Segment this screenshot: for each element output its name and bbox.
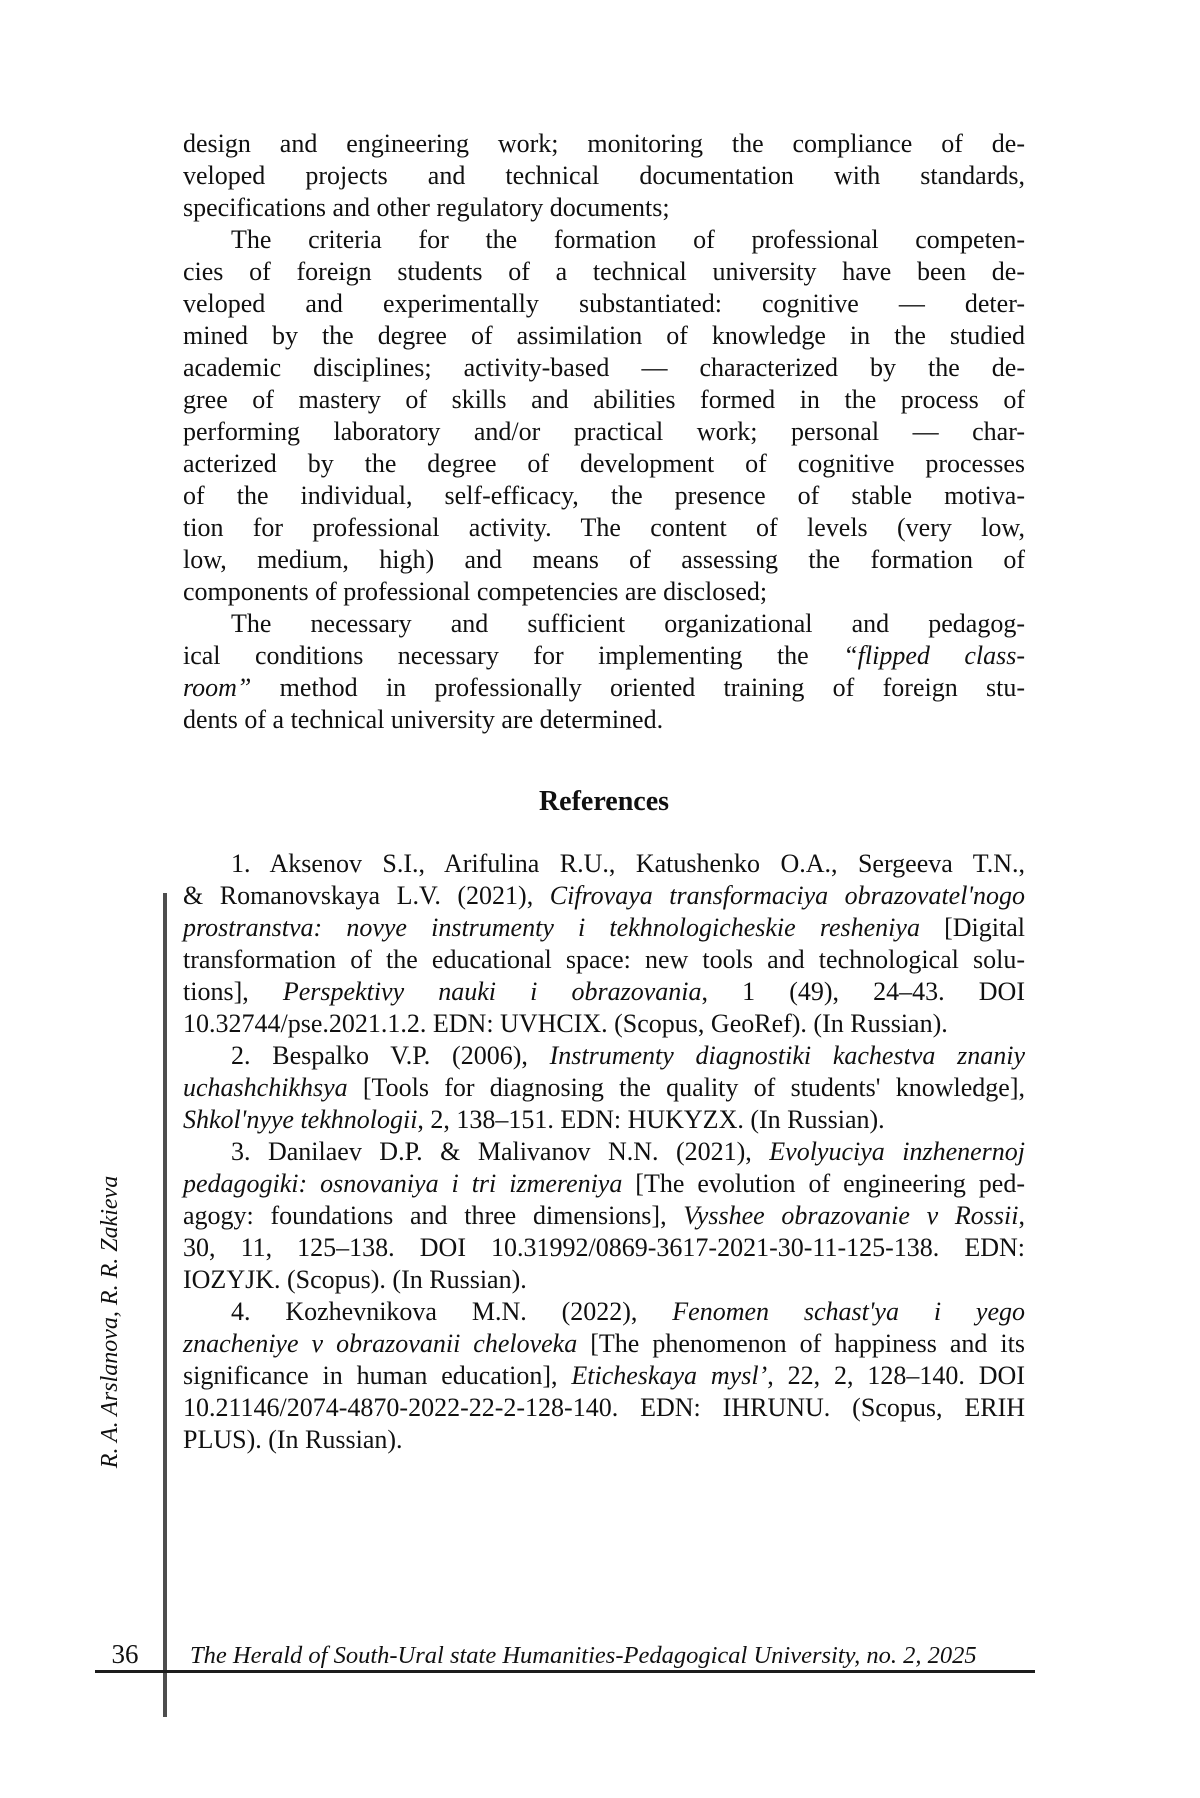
text-line xyxy=(183,880,1025,912)
text-run: design and engineering work; monitoring the compliance of de- xyxy=(183,129,1025,158)
text-run: mined by the degree of assimilation of knowledge in the studied xyxy=(183,321,1025,350)
sidebar-author-note: R. A. Arslanova, R. R. Zakieva xyxy=(97,1175,123,1469)
text-line xyxy=(183,672,1025,704)
text-line xyxy=(183,160,1025,192)
text-line xyxy=(183,1072,1025,1104)
text-line xyxy=(183,1328,1025,1360)
text-line xyxy=(183,976,1025,1008)
text-run: tions], xyxy=(183,977,283,1006)
text-column xyxy=(183,128,1025,1456)
text-run-italic: Perspektivy nauki i obrazovania xyxy=(282,977,702,1006)
text-line xyxy=(183,256,1025,288)
text-run: [The evolution of engineering ped- xyxy=(622,1169,1025,1198)
page-number: 36 xyxy=(111,1639,139,1669)
text-line xyxy=(183,320,1025,352)
text-line xyxy=(183,1392,1025,1424)
text-run: low, medium, high) and means of assessing the formation of xyxy=(183,545,1025,574)
text-run: acterized by the degree of development of cognitive processes xyxy=(183,449,1025,478)
text-run-italic: “flipped class- xyxy=(843,641,1025,670)
text-run: of the individual, self-efficacy, the presence of stable motiva- xyxy=(183,481,1025,510)
text-line xyxy=(183,1136,1025,1168)
text-run: [The phenomenon of happiness and its xyxy=(577,1329,1025,1358)
text-line xyxy=(183,1424,1025,1456)
text-line xyxy=(183,1296,1025,1328)
text-line xyxy=(183,1040,1025,1072)
text-line xyxy=(183,576,1025,608)
text-line xyxy=(183,480,1025,512)
text-run: [Digital xyxy=(919,913,1025,942)
text-run: 3. Danilaev D.P. & Malivanov N.N. (2021), xyxy=(231,1137,770,1166)
text-line xyxy=(183,704,1025,736)
text-line xyxy=(183,608,1025,640)
text-run: specifications and other regulatory documents; xyxy=(183,193,670,222)
text-run: & Romanovskaya L.V. (2021), xyxy=(183,881,550,910)
text-run: performing laboratory and/or practical work; personal — char- xyxy=(183,417,1025,446)
text-line xyxy=(183,1168,1025,1200)
text-run: The necessary and sufficient organizational and pedagog- xyxy=(231,609,1025,638)
text-run: tion for professional activity. The content of levels (very low, xyxy=(183,513,1025,542)
text-line xyxy=(183,288,1025,320)
margin-vertical-rule xyxy=(163,893,167,1717)
text-run: , 1 (49), 24–43. DOI xyxy=(701,977,1025,1006)
text-run: ical conditions necessary for implementing the xyxy=(183,641,844,670)
text-line xyxy=(183,1104,1025,1136)
text-run: PLUS). (In Russian). xyxy=(183,1425,403,1454)
text-run: gree of mastery of skills and abilities formed in the process of xyxy=(183,385,1025,414)
text-run-italic: Vysshee obrazovanie v Rossii xyxy=(683,1201,1019,1230)
text-line xyxy=(183,384,1025,416)
footer-horizontal-rule xyxy=(95,1670,1035,1673)
references-heading: References xyxy=(538,786,670,817)
text-line xyxy=(183,512,1025,544)
text-run-italic: room” xyxy=(183,673,252,702)
text-run: The criteria for the formation of professional competen- xyxy=(231,225,1025,254)
text-run-italic: prostranstva: novye instrumenty i tekhnologicheskie resheniya xyxy=(183,913,920,942)
text-line xyxy=(183,944,1025,976)
text-line xyxy=(183,128,1025,160)
text-run: method in professionally oriented training of foreign stu- xyxy=(251,673,1025,702)
text-run-italic: Eticheskaya mysl’ xyxy=(571,1361,768,1390)
text-run-italic: Shkol'nyye tekhnologii xyxy=(183,1105,418,1134)
text-line xyxy=(183,1008,1025,1040)
text-run: 1. Aksenov S.I., Arifulina R.U., Katushenko O.A., Sergeeva T.N., xyxy=(231,849,1025,878)
text-run: transformation of the educational space: new tools and technological solu- xyxy=(183,945,1025,974)
text-line xyxy=(183,912,1025,944)
text-run: veloped projects and technical documentation with standards, xyxy=(183,161,1025,190)
text-run: veloped and experimentally substantiated: cognitive — deter- xyxy=(183,289,1025,318)
text-line xyxy=(183,848,1025,880)
text-run-italic: uchashchikhsya xyxy=(183,1073,348,1102)
text-run: 30, 11, 125–138. DOI 10.31992/0869-3617-2021-30-11-125-138. EDN: xyxy=(183,1233,1025,1262)
text-run: 4. Kozhevnikova M.N. (2022), xyxy=(231,1297,673,1326)
text-run: , 2, 138–151. EDN: HUKYZX. (In Russian). xyxy=(417,1105,885,1134)
text-run-italic: Evolyuciya inzhenernoj xyxy=(769,1137,1025,1166)
text-run: 10.21146/2074-4870-2022-22-2-128-140. EDN: IHRUNU. (Scopus, ERIH xyxy=(183,1393,1025,1422)
text-run: agogy: foundations and three dimensions], xyxy=(183,1201,684,1230)
text-line xyxy=(183,1232,1025,1264)
text-run: , xyxy=(1018,1201,1025,1230)
text-run: cies of foreign students of a technical university have been de- xyxy=(183,257,1025,286)
text-line xyxy=(183,352,1025,384)
body-text xyxy=(183,128,1025,736)
text-run: academic disciplines; activity-based — characterized by the de- xyxy=(183,353,1025,382)
text-run: , 22, 2, 128–140. DOI xyxy=(767,1361,1025,1390)
text-run: components of professional competencies are disclosed; xyxy=(183,577,768,606)
text-run-italic: Fenomen schast'ya i yego xyxy=(672,1297,1025,1326)
text-line xyxy=(183,544,1025,576)
text-line xyxy=(183,1360,1025,1392)
text-line xyxy=(183,192,1025,224)
text-run: IOZYJK. (Scopus). (In Russian). xyxy=(183,1265,527,1294)
footer-journal-title: The Herald of South-Ural state Humanities-Pedagogical University, no. 2, 2025 xyxy=(190,1642,977,1669)
text-line xyxy=(183,1200,1025,1232)
text-line xyxy=(183,416,1025,448)
text-run-italic: pedagogiki: osnovaniya i tri izmereniya xyxy=(183,1169,623,1198)
text-run: [Tools for diagnosing the quality of students' knowledge], xyxy=(347,1073,1025,1102)
text-line xyxy=(183,224,1025,256)
text-run: 10.32744/pse.2021.1.2. EDN: UVHCIX. (Scopus, GeoRef). (In Russian). xyxy=(183,1009,948,1038)
text-run: 2. Bespalko V.P. (2006), xyxy=(231,1041,550,1070)
text-run-italic: Instrumenty diagnostiki kachestva znaniy xyxy=(549,1041,1025,1070)
text-run-italic: znacheniye v obrazovanii cheloveka xyxy=(183,1329,578,1358)
text-line xyxy=(183,640,1025,672)
text-line xyxy=(183,1264,1025,1296)
text-run: significance in human education], xyxy=(183,1361,572,1390)
text-line xyxy=(183,448,1025,480)
references-list xyxy=(183,848,1025,1456)
text-run: dents of a technical university are determined. xyxy=(183,705,664,734)
text-run-italic: Cifrovaya transformaciya obrazovatel'nogo xyxy=(549,881,1025,910)
